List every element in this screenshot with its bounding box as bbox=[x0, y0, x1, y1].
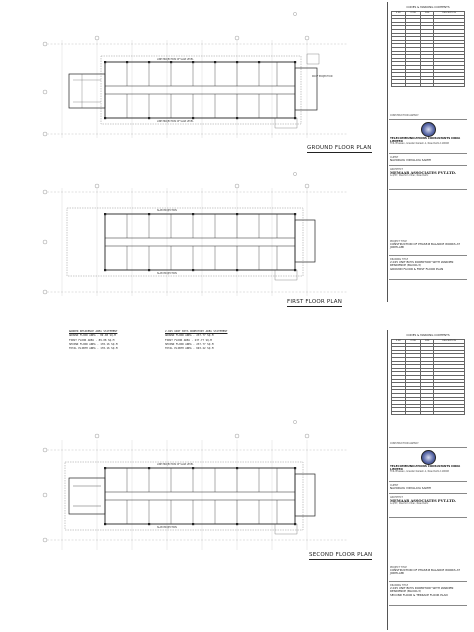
slab-note: LINE PROJECTION OF SLAB LEVEL bbox=[157, 463, 194, 466]
slab-note: SLAB PROJECTION bbox=[157, 209, 177, 212]
warden-area-statement: WARDEN RESIDENCE AREA STATEMENT GROUND FLOOR AREA - 89.08 SQ.M FIRST FLOOR AREA - 89.08 SQ.M SECOND FLOOR AREA - 178.16 SQ.M TOTAL PLINTH AREA - 178.16 SQ.M bbox=[69, 330, 118, 351]
legend-title: CODES & MARKING CONTENTS bbox=[406, 5, 450, 9]
legend-col: CODE bbox=[405, 340, 420, 344]
slab-note: LINE PROJECTION OF SLAB LEVEL bbox=[157, 120, 194, 123]
client-block: CLIENT NAVODAYA VIDYALAYA SAMITI bbox=[389, 156, 467, 166]
slab-note: LINE PROJECTION OF SLAB LEVEL bbox=[157, 58, 194, 61]
ground-floor-plan-title: GROUND FLOOR PLAN bbox=[307, 145, 372, 151]
project-block: PROJECT TITLE CONSTRUCTION OF PHASE-B BALANCE WORKS AT JODHLAMI bbox=[389, 240, 467, 256]
slab-note: SLAB PROJECTION bbox=[157, 526, 177, 529]
legend-col: S.NO bbox=[392, 340, 406, 344]
legend-col: DESCRIPTION bbox=[434, 12, 465, 16]
architect-block: ARCHITECT MEMAAR ASSOCIATES PVT.LTD. A-4/57, Paschim Vihar, New Delhi bbox=[389, 496, 467, 518]
drawing-sheet-2 bbox=[7, 330, 467, 630]
title-block bbox=[387, 330, 468, 630]
first-floor-plan-title: FIRST FLOOR PLAN bbox=[287, 299, 343, 305]
legend-col: CODE bbox=[405, 12, 420, 16]
agency-block: TELECOMMUNICATIONS CONSULTANTS INDIA LIMITED TCIL Bhawan, Greater Kailash-1, New Delhi-110048 bbox=[389, 464, 467, 482]
roof-note: ROOF PROJECTION bbox=[312, 75, 333, 78]
legend-col: S.NO bbox=[392, 12, 406, 16]
title-block bbox=[387, 2, 468, 302]
slab-note: SLAB PROJECTION bbox=[157, 272, 177, 275]
drawing-title-block: DRAWING TITLE 2.025 UNIT BOYS DORMITORY WITH WARDEN RESIDENCE (BLOCK-3) GROUND FLOOR & FIRST FLOOR PLAN bbox=[389, 258, 467, 280]
second-floor-plan-title: SECOND FLOOR PLAN bbox=[309, 552, 373, 558]
agency-logo bbox=[421, 122, 436, 137]
architect-block: ARCHITECT MEMAAR ASSOCIATES PVT.LTD. A-4/57, Paschim Vihar, New Delhi bbox=[389, 168, 467, 190]
legend-col: DESCRIPTION bbox=[434, 340, 465, 344]
plan-drawing-area bbox=[7, 2, 387, 305]
drawing-title-block: DRAWING TITLE 2.025 UNIT BOYS DORMITORY WITH WARDEN RESIDENCE (BLOCK-3) SECOND FLOOR & TERRACE FLOOR PLAN bbox=[389, 584, 467, 606]
legend-table bbox=[391, 11, 465, 87]
agency-logo bbox=[421, 450, 436, 465]
legend-table bbox=[391, 339, 465, 415]
construction-agency-label: CONSTRUCTION AGENCY bbox=[389, 114, 467, 120]
client-block: CLIENT NAVODAYA VIDYALAYA SAMITI bbox=[389, 484, 467, 494]
construction-agency-label: CONSTRUCTION AGENCY bbox=[389, 442, 467, 448]
legend-title: CODES & MARKING CONTENTS bbox=[406, 333, 450, 337]
plan-drawing-area bbox=[7, 330, 387, 630]
agency-block: TELECOMMUNICATIONS CONSULTANTS INDIA LIMITED TCIL Bhawan, Greater Kailash-1, New Delhi-110048 bbox=[389, 136, 467, 154]
project-block: PROJECT TITLE CONSTRUCTION OF PHASE-B BALANCE WORKS AT JODHLAMI bbox=[389, 566, 467, 582]
legend-col: SIZE bbox=[421, 340, 434, 344]
dormitory-area-statement: 2.025 UNIT BOYS DORMITORY AREA STATEMENT GROUND FLOOR AREA - 237.77 SQ.M FIRST FLOOR AREA - 237.77 SQ.M SECOND FLOOR AREA - 237.77 SQ.M TOTAL PLINTH AREA - 693.22 SQ.M bbox=[165, 330, 228, 351]
legend-col: SIZE bbox=[421, 12, 434, 16]
second-floor-plan-svg bbox=[7, 330, 387, 630]
drawing-sheet-1 bbox=[7, 2, 467, 305]
